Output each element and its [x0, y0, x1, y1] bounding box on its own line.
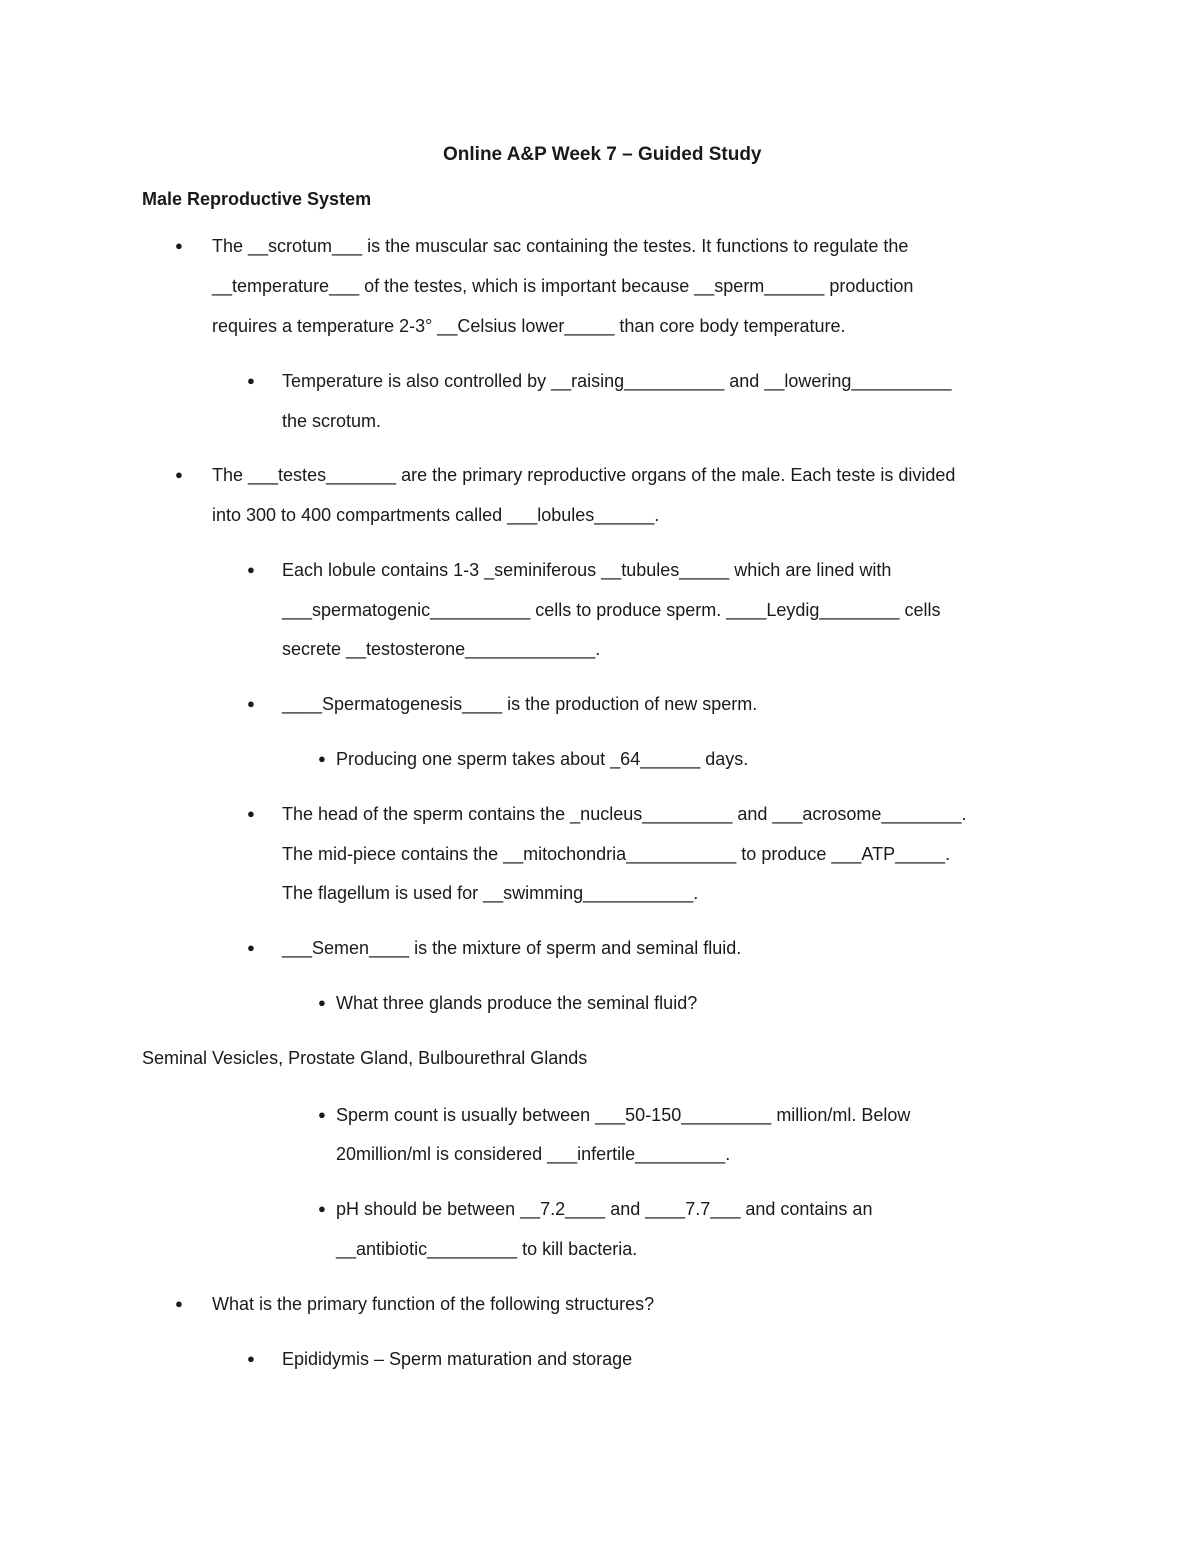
text-line: __temperature___ of the testes, which is important because __sperm______ production: [212, 276, 914, 296]
text-line: into 300 to 400 compartments called ___lobules______.: [212, 505, 660, 525]
bullet-icon: ●: [247, 373, 255, 388]
bullet-icon: ●: [318, 1201, 326, 1216]
text-line: What is the primary function of the following structures?: [212, 1294, 655, 1314]
text-line: Temperature is also controlled by __raising__________ and __lowering__________: [282, 371, 952, 391]
text-line: The ___testes_______ are the primary reproductive organs of the male. Each teste is divided: [212, 465, 956, 485]
text-line: ___Semen____ is the mixture of sperm and seminal fluid.: [282, 938, 742, 958]
text-line: The __scrotum___ is the muscular sac containing the testes. It functions to regulate the: [212, 236, 909, 256]
text-line: The mid-piece contains the __mitochondria___________ to produce ___ATP_____.: [282, 844, 951, 864]
text-line: The flagellum is used for __swimming___________.: [282, 883, 699, 903]
bullet-icon: ●: [247, 806, 255, 821]
page-title: Online A&P Week 7 – Guided Study: [443, 144, 762, 165]
text-line: requires a temperature 2-3° __Celsius lower_____ than core body temperature.: [212, 316, 846, 336]
text-line: secrete __testosterone_____________.: [282, 639, 601, 659]
bullet-icon: ●: [175, 238, 183, 253]
bullet-icon: ●: [318, 751, 326, 766]
text-line: Epididymis – Sperm maturation and storage: [282, 1349, 633, 1369]
bullet-icon: ●: [247, 696, 255, 711]
section-heading: Male Reproductive System: [142, 189, 372, 209]
bullet-icon: ●: [247, 562, 255, 577]
bullet-icon: ●: [318, 995, 326, 1010]
text-line: the scrotum.: [282, 411, 382, 431]
bullet-icon: ●: [247, 940, 255, 955]
bullet-icon: ●: [318, 1107, 326, 1122]
bullet-icon: ●: [175, 1296, 183, 1311]
answer-line: Seminal Vesicles, Prostate Gland, Bulbourethral Glands: [142, 1048, 588, 1068]
text-line: ___spermatogenic__________ cells to produce sperm. ____Leydig________ cells: [282, 600, 941, 620]
text-line: __antibiotic_________ to kill bacteria.: [336, 1239, 638, 1259]
text-line: What three glands produce the seminal fluid?: [336, 993, 698, 1013]
text-line: Producing one sperm takes about _64______ days.: [336, 749, 749, 769]
text-line: Sperm count is usually between ___50-150_________ million/ml. Below: [336, 1105, 911, 1125]
text-line: Each lobule contains 1-3 _seminiferous __tubules_____ which are lined with: [282, 560, 892, 580]
text-line: pH should be between __7.2____ and ____7.7___ and contains an: [336, 1199, 873, 1219]
bullet-icon: ●: [247, 1351, 255, 1366]
text-line: The head of the sperm contains the _nucleus_________ and ___acrosome________.: [282, 804, 967, 824]
bullet-icon: ●: [175, 467, 183, 482]
text-line: ____Spermatogenesis____ is the production of new sperm.: [282, 694, 758, 714]
text-line: 20million/ml is considered ___infertile_________.: [336, 1144, 731, 1164]
